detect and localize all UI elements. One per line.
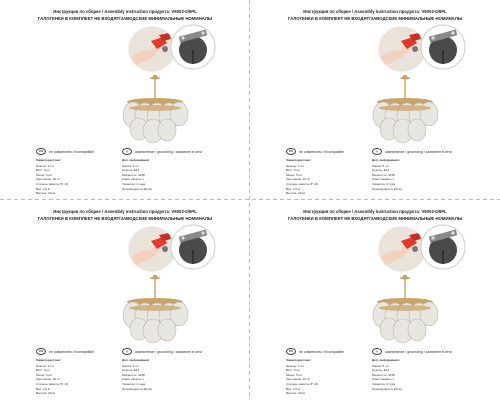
icon-left-label: не совместим / incompatible [49,349,95,354]
spec-right-lines [122,364,206,392]
spec-line: Лампа: 5 шт [372,363,389,368]
spec-line: Степень защиты IP: 20 [36,181,68,186]
card-title: Инструкция по сборке / Assembly instruction продукта: V5002-0/5PL [53,209,197,214]
spec-left [286,358,362,396]
spec-line: Ватт: 5 шт [36,168,51,173]
spec-left-lines [36,164,112,196]
spec-left-heading: Характеристики: [36,358,61,362]
spec-line: Мощность: 40 Вт [372,372,396,377]
spec-right-heading: Доп. информация: [372,158,400,162]
spec-line: Гарантия: 2 года [122,381,146,386]
spec-line: Мощн: 5 шт [36,372,53,377]
spec-line: Класс защиты: I [122,377,145,382]
spec-line: Вес: 4,9 кг [36,186,51,191]
spec-right [372,358,456,391]
spec-left-heading: Характеристики: [286,158,311,162]
spec-line: Цоколь: E14 [122,368,140,373]
spec-line: Ватт: 5 шт [286,168,301,173]
spec-line: Степень защиты IP: 20 [36,381,68,386]
icon-right-label: заземление / grounding / заземлен в сети [385,149,452,154]
icon-right-label: заземление / grounding / заземлен в сети [385,349,452,354]
spec-line: Произведено в Китае [372,186,402,191]
card-subtitle: ГАЛОГЕНКИ В КОМПЛЕКТ НЕ ВХОДЯТ/ЗАВОДСКИЕ МИНИМАЛЬНЫЕ НОМИНАЛЫ [287,16,463,21]
spec-right-heading: Доп. информация: [122,358,150,362]
icon-row-left [286,348,344,355]
icon-left-label: не совместим / incompatible [299,349,345,354]
instruction-card [250,200,500,400]
card-subtitle: ГАЛОГЕНКИ В КОМПЛЕКТ НЕ ВХОДЯТ/ЗАВОДСКИЕ МИНИМАЛЬНЫЕ НОМИНАЛЫ [37,16,213,21]
ground-symbol-icon: ⏚ [372,148,382,155]
spec-line: Класс защиты: I [122,177,145,182]
icon-row-left [36,148,94,155]
icon-row-right [122,148,202,155]
spec-line: Мощн: 5 шт [286,172,303,177]
spec-line: Крепление: 40 гр [36,177,60,182]
spec-line: Цоколь: 1 шт [286,363,305,368]
spec-line: Класс защиты: I [372,377,395,382]
spec-line: Высота: 21см [286,191,305,196]
spec-line: Цоколь: 1 шт [286,163,305,168]
spec-line: Степень защиты IP: 20 [286,181,318,186]
ce-mark-icon: CE [286,348,296,355]
ceiling-plate-diagram [420,24,466,70]
spec-line: Мощн: 5 шт [286,372,303,377]
instruction-card [0,200,250,400]
icon-row-right [122,348,202,355]
spec-line: Ватт: 5 шт [36,368,51,373]
spec-left-heading: Характеристики: [286,358,311,362]
icon-row-right [372,148,452,155]
spec-line: Цоколь: 1 шт [36,163,55,168]
spec-left-lines [286,164,362,196]
spec-line: Цоколь: E14 [372,168,390,173]
chandelier-image [345,275,465,370]
card-title: Инструкция по сборке / Assembly instruction продукта: V5002-0/5PL [303,9,447,14]
icon-left-label: не совместим / incompatible [299,149,345,154]
spec-line: Произведено в Китае [122,186,152,191]
spec-left-lines [286,364,362,396]
spec-left-lines [36,364,112,396]
spec-line: Высота: 21см [36,391,55,396]
hand-install-photo [378,226,426,272]
spec-line: Цоколь: E14 [372,368,390,373]
ceiling-plate-diagram [170,24,216,70]
spec-right [122,358,206,391]
icon-left-label: не совместим / incompatible [49,149,95,154]
spec-right-lines [372,164,456,192]
instruction-card [0,0,250,200]
spec-line: Произведено в Китае [372,386,402,391]
card-title: Инструкция по сборке / Assembly instruction продукта: V5002-0/5PL [303,209,447,214]
spec-left [286,158,362,196]
spec-right-lines [122,164,206,192]
spec-right [372,158,456,191]
spec-line: Крепление: 40 гр [286,377,310,382]
ce-mark-icon: CE [286,148,296,155]
spec-right [122,158,206,191]
spec-line: Лампа: 5 шт [122,163,139,168]
ground-symbol-icon: ⏚ [372,348,382,355]
spec-line: Гарантия: 2 года [122,181,146,186]
hand-install-photo [128,26,176,72]
spec-line: Крепление: 40 гр [286,177,310,182]
spec-line: Гарантия: 2 года [372,181,396,186]
spec-line: Гарантия: 2 года [372,381,396,386]
icon-row-right [372,348,452,355]
spec-right-heading: Доп. информация: [372,358,400,362]
spec-line: Лампа: 5 шт [122,363,139,368]
spec-line: Произведено в Китае [122,386,152,391]
spec-line: Вес: 4,9 кг [286,386,301,391]
ceiling-plate-diagram [170,224,216,270]
spec-line: Мощность: 40 Вт [122,172,146,177]
ce-mark-icon: CE [36,148,46,155]
chandelier-image [95,275,215,370]
spec-right-lines [372,364,456,392]
spec-line: Крепление: 40 гр [36,377,60,382]
hand-install-photo [378,26,426,72]
icon-right-label: заземление / grounding / заземлен в сети [135,149,202,154]
spec-line: Мощн: 5 шт [36,172,53,177]
ceiling-plate-diagram [420,224,466,270]
spec-line: Высота: 21см [286,391,305,396]
hand-install-photo [128,226,176,272]
chandelier-image [95,75,215,170]
spec-line: Вес: 4,9 кг [36,386,51,391]
spec-line: Лампа: 5 шт [372,163,389,168]
spec-line: Мощность: 40 Вт [372,172,396,177]
ground-symbol-icon: ⏚ [122,148,132,155]
spec-right-heading: Доп. информация: [122,158,150,162]
spec-line: Мощность: 40 Вт [122,372,146,377]
spec-line: Цоколь: E14 [122,168,140,173]
ground-symbol-icon: ⏚ [122,348,132,355]
spec-line: Класс защиты: I [372,177,395,182]
spec-line: Вес: 4,9 кг [286,186,301,191]
spec-left [36,358,112,396]
spec-left-heading: Характеристики: [36,158,61,162]
card-subtitle: ГАЛОГЕНКИ В КОМПЛЕКТ НЕ ВХОДЯТ/ЗАВОДСКИЕ МИНИМАЛЬНЫЕ НОМИНАЛЫ [37,216,213,221]
spec-left [36,158,112,196]
spec-line: Ватт: 5 шт [286,368,301,373]
card-subtitle: ГАЛОГЕНКИ В КОМПЛЕКТ НЕ ВХОДЯТ/ЗАВОДСКИЕ МИНИМАЛЬНЫЕ НОМИНАЛЫ [287,216,463,221]
spec-line: Цоколь: 1 шт [36,363,55,368]
icon-right-label: заземление / grounding / заземлен в сети [135,349,202,354]
icon-row-left [36,348,94,355]
chandelier-image [345,75,465,170]
card-title: Инструкция по сборке / Assembly instruction продукта: V5002-0/5PL [53,9,197,14]
instruction-card [250,0,500,200]
icon-row-left [286,148,344,155]
spec-line: Высота: 21см [36,191,55,196]
spec-line: Степень защиты IP: 20 [286,381,318,386]
ce-mark-icon: CE [36,348,46,355]
